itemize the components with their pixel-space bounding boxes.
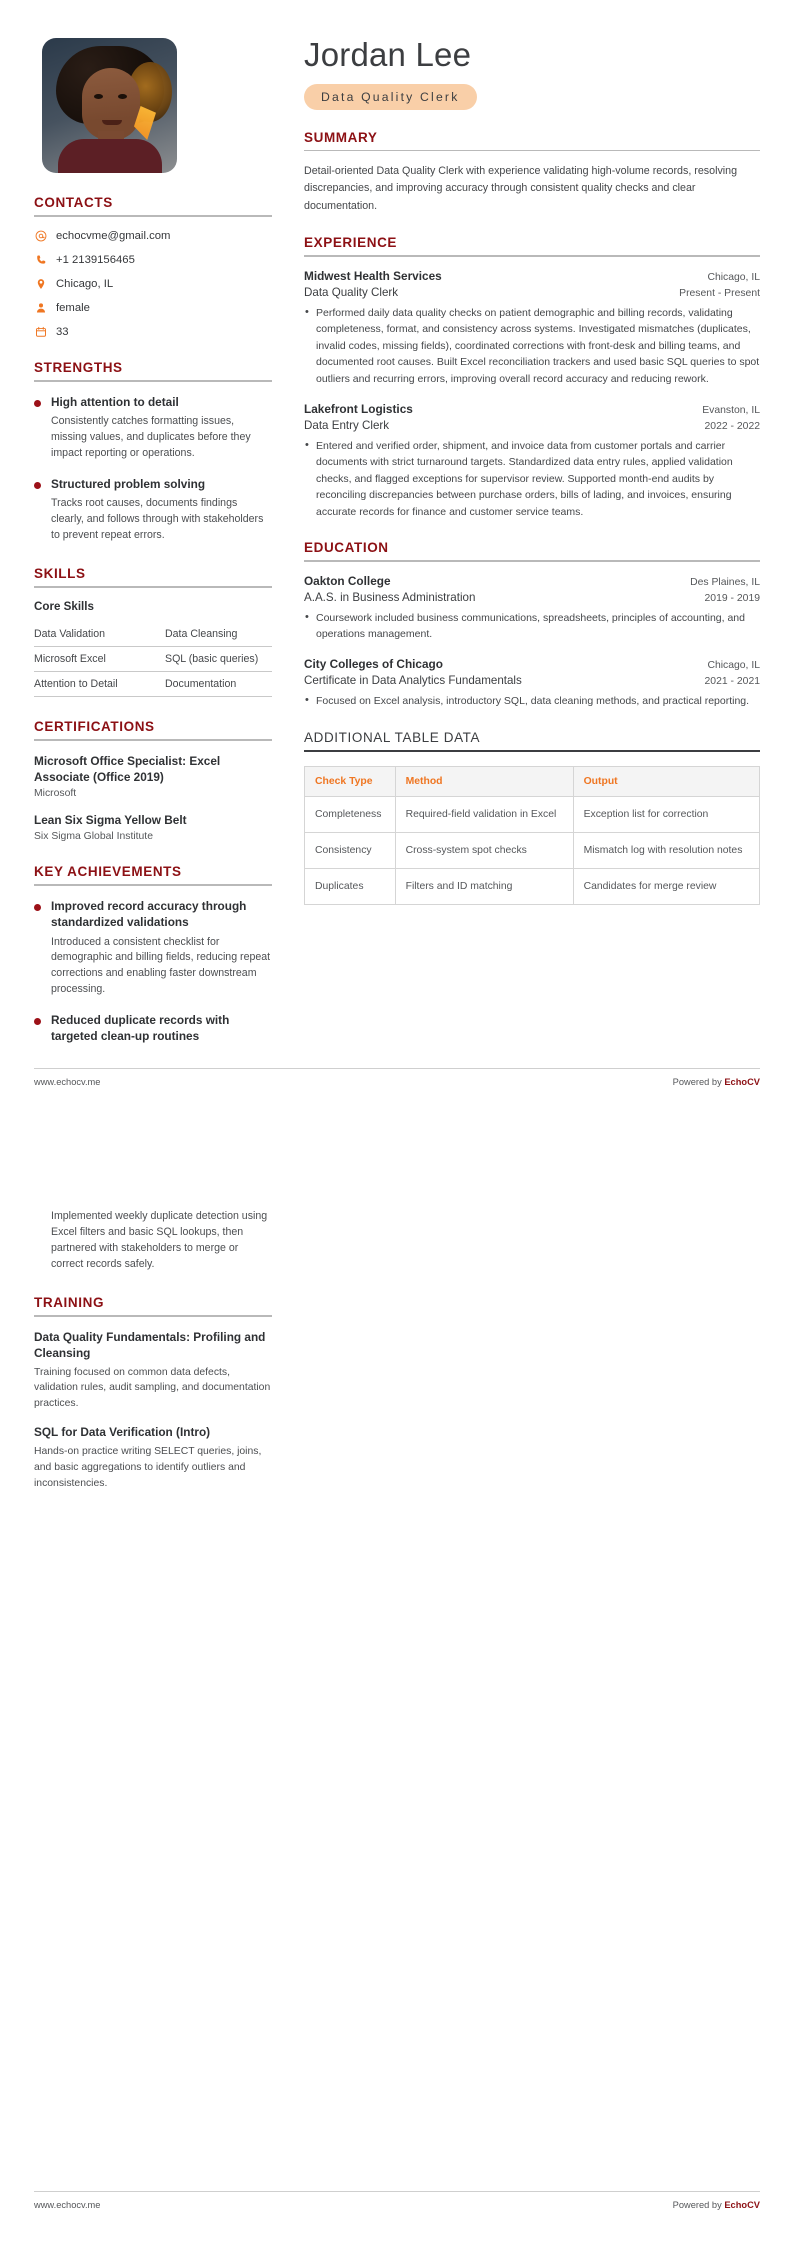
table-cell: Required-field validation in Excel [395,796,573,832]
table-column-header: Method [395,766,573,796]
training-desc: Training focused on common data defects, validation rules, audit sampling, and documentation practices. [34,1366,271,1409]
strength-desc: Tracks root causes, documents findings clearly, and follows through with stakeholders to prevent repeat errors. [51,497,264,541]
table-cell: Completeness [305,796,396,832]
training-title: SQL for Data Verification (Intro) [34,1425,211,1440]
table-row [305,832,760,868]
skills-grid [34,622,272,697]
experience-org: Midwest Health Services [304,268,442,283]
strength-title: High attention to detail [51,395,179,409]
skill-chip: Documentation [153,672,272,697]
certification-org: Microsoft [34,787,77,799]
education-bullet: • Coursework included business communications, spreadsheets, principles of accounting, and operations management. [304,610,760,643]
contact-age [34,325,272,338]
avatar [42,38,272,173]
contacts-rule [34,215,272,217]
education-org: Oakton College [304,573,391,588]
education-title: A.A.S. in Business Administration [304,590,476,604]
certifications-rule [34,739,272,741]
additional-table-heading: ADDITIONAL TABLE DATA [304,729,481,745]
bullet-dot-icon [34,904,41,911]
experience-title: Data Quality Clerk [304,285,399,299]
skills-subheading: Core Skills [34,599,94,613]
location-pin-icon [34,277,47,290]
education-title: Certificate in Data Analytics Fundamentals [304,674,522,688]
achievement-desc: Implemented weekly duplicate detection using Excel filters and basic SQL lookups, then partnered with stakeholders to merge or correct records safely. [51,1210,268,1270]
page-title [304,38,760,110]
right-column [296,38,760,905]
table-column-header: Check Type [305,766,396,796]
right-column-continued [296,1209,760,1504]
education-heading: EDUCATION [304,540,389,556]
footer-powered-prefix: Powered by [672,2200,725,2210]
photo-torso [58,139,162,173]
certification-title: Lean Six Sigma Yellow Belt [34,812,187,827]
footer-powered-by [673,1077,760,1087]
certification-title: Microsoft Office Specialist: Excel Associate (Office 2019) [34,753,221,784]
profile-photo [42,38,177,173]
strength-item [34,476,272,544]
bullet-dot-icon [34,482,41,489]
education-rule [304,560,760,562]
role-badge: Data Quality Clerk [304,84,477,110]
contact-location-value: Chicago, IL [56,277,114,290]
page-2-columns [34,1123,760,1504]
experience-bullets [304,305,760,388]
contact-phone-value: +1 2139156465 [56,253,135,266]
education-bullets [304,610,760,643]
table-column-header: Output [573,766,759,796]
experience-section [304,235,760,520]
achievement-desc: Introduced a consistent checklist for demographic and billing fields, reducing repeat corrections and enabling faster downstream processing. [51,935,271,996]
education-org: City Colleges of Chicago [304,657,443,672]
experience-dates: Present - Present [679,287,760,299]
footer-url[interactable]: www.echocv.me [34,1077,101,1087]
bullet-dot-icon [34,400,41,407]
footer-brand: EchoCV [724,2200,760,2210]
skills-rule [34,586,272,588]
training-heading: TRAINING [34,1294,105,1310]
strengths-rule [34,380,272,382]
table-row [305,868,760,904]
experience-bullet: • Entered and verified order, shipment, and invoice data from customer portals and carrier documents with strict turnaround targets. Standardized data entry rules, applied validation checks, and flagged exceptions for supervisor review. Supported month-end audits by reconciling discrepancies between purchase orders, bills of lading, and invoices, ensuring accurate records for finance and customer service teams. [304,438,760,521]
phone-icon [34,253,47,266]
contact-gender [34,301,272,314]
skill-chip: Microsoft Excel [34,647,153,672]
experience-org: Lakefront Logistics [304,401,413,416]
skill-chip: Data Cleansing [153,622,272,647]
contact-email-value: echocvme@gmail.com [56,229,171,242]
strengths-section [34,360,272,544]
education-dates: 2021 - 2021 [704,676,760,688]
strength-desc: Consistently catches formatting issues, missing values, and duplicates before they impact reporting or operations. [51,415,251,460]
experience-title: Data Entry Clerk [304,418,390,432]
achievements-heading: KEY ACHIEVEMENTS [34,863,182,879]
summary-text: Detail-oriented Data Quality Clerk with experience validating high-volume records, resolving discrepancies, and improving accuracy through consistent quality checks and clear documentation. [304,165,738,212]
summary-heading: SUMMARY [304,129,378,145]
education-location: Chicago, IL [707,660,760,672]
skills-heading: SKILLS [34,565,86,581]
additional-table-section [304,730,760,905]
training-desc: Hands-on practice writing SELECT queries, joins, and basic aggregations to identify outliers and inconsistencies. [34,1446,262,1489]
table-cell: Exception list for correction [573,796,759,832]
achievement-item [34,1012,272,1045]
training-section [34,1295,272,1492]
table-cell: Cross-system spot checks [395,832,573,868]
candidate-name: Jordan Lee [304,36,472,73]
skills-section [34,566,272,697]
table-cell: Consistency [305,832,396,868]
strength-title: Structured problem solving [51,476,206,491]
contacts-heading: CONTACTS [34,195,113,210]
photo-eye-right [118,94,127,99]
experience-location: Chicago, IL [707,271,760,283]
skill-chip: Attention to Detail [34,672,153,697]
strength-item [34,394,272,462]
bullet-spacer [34,1209,41,1273]
certification-item [34,753,272,799]
training-item [34,1329,272,1412]
education-dates: 2019 - 2019 [704,592,760,604]
experience-bullets [304,438,760,521]
achievement-continuation [34,1209,272,1273]
certifications-heading: CERTIFICATIONS [34,718,155,734]
education-entry [304,657,760,710]
summary-rule [304,150,760,152]
resume-page-2 [0,1123,794,2246]
training-rule [34,1315,272,1317]
contact-gender-value: female [56,301,90,314]
achievements-section [34,864,272,1045]
training-item [34,1424,272,1491]
skill-chip: SQL (basic queries) [153,647,272,672]
education-bullets [304,693,760,710]
contact-location [34,277,272,290]
experience-dates: 2022 - 2022 [704,420,760,432]
footer-brand: EchoCV [724,1077,760,1087]
achievement-title: Reduced duplicate records with targeted clean-up routines [51,1013,230,1044]
table-header-row [305,766,760,796]
footer-powered-by [673,2200,760,2210]
experience-bullet: • Performed daily data quality checks on patient demographic and billing records, validating completeness, format, and consistency across systems. Investigated mismatches (duplicates, invalid codes, missing fields), coordinated corrections with front-desk and billing teams, and documented root causes. Built Excel reconciliation trackers and used basic SQL queries to spot outliers and recurring errors, improving overall record accuracy and reducing rework. [304,305,760,388]
training-title: Data Quality Fundamentals: Profiling and Cleansing [34,1329,266,1360]
experience-entry [304,269,760,388]
education-entry [304,574,760,643]
photo-eye-left [94,94,103,99]
table-cell: Filters and ID matching [395,868,573,904]
footer-url[interactable]: www.echocv.me [34,2200,101,2210]
achievements-rule [34,884,272,886]
experience-entry [304,402,760,521]
experience-rule [304,255,760,257]
certifications-section [34,719,272,842]
table-row [305,796,760,832]
person-icon [34,301,47,314]
bullet-dot-icon [34,1018,41,1025]
photo-mouth [102,120,122,125]
certification-item [34,812,272,842]
education-bullet: • Focused on Excel analysis, introductory SQL, data cleaning methods, and practical reporting. [304,693,760,710]
education-section [304,540,760,709]
education-location: Des Plaines, IL [690,576,760,588]
table-cell: Mismatch log with resolution notes [573,832,759,868]
achievement-item [34,898,272,998]
achievement-title: Improved record accuracy through standardized validations [51,898,247,930]
left-column-continued [34,1209,296,1504]
strengths-heading: STRENGTHS [34,360,123,375]
page-2-footer [34,2191,760,2210]
left-column [34,38,296,1059]
contacts-section [34,195,272,338]
additional-data-table [304,766,760,905]
certification-org: Six Sigma Global Institute [34,830,153,842]
footer-powered-prefix: Powered by [672,1077,725,1087]
contact-email[interactable] [34,229,272,242]
experience-location: Evanston, IL [702,404,760,416]
additional-table-rule [304,750,760,752]
summary-section [304,130,760,215]
email-icon [34,229,47,242]
table-cell: Duplicates [305,868,396,904]
calendar-icon [34,325,47,338]
skill-chip: Data Validation [34,622,153,647]
experience-heading: EXPERIENCE [304,235,398,251]
page-1-footer [34,1068,760,1087]
photo-face-shape [82,68,140,140]
table-cell: Candidates for merge review [573,868,759,904]
contact-age-value: 33 [56,325,69,338]
contact-phone[interactable] [34,253,272,266]
page-1-columns [34,38,760,1059]
